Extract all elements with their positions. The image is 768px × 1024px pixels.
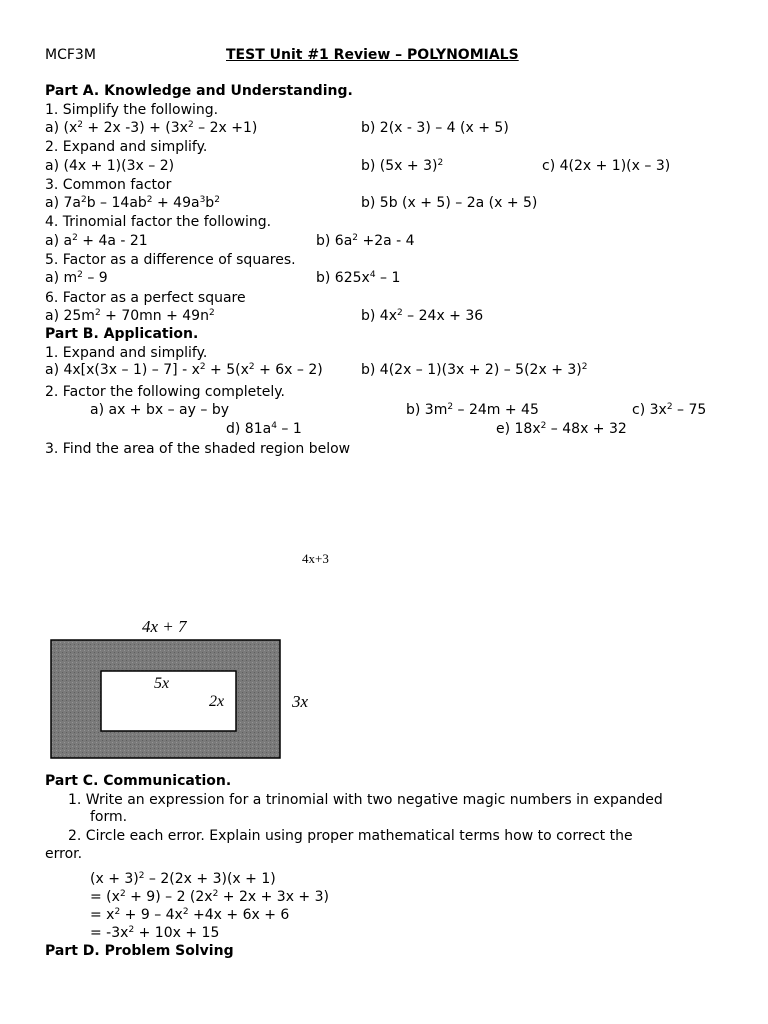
part-b-q3-prompt: 3. Find the area of the shaded region below	[45, 441, 351, 457]
part-a-q2-prompt: 2. Expand and simplify.	[45, 139, 208, 155]
work-line: = $x^2 + 9 - 4x^2 +4x + 6x + 6$	[90, 907, 290, 923]
part-b-q1-prompt: 1. Expand and simplify.	[45, 345, 208, 361]
part-a-q1-prompt: 1. Simplify the following.	[45, 102, 219, 118]
inner-width-label: 5x	[154, 675, 170, 692]
part-a-q2-a: a) (4x + 1)(3x – 2)	[45, 158, 175, 174]
stray-dimension-label: 4x+3	[302, 551, 329, 566]
outer-width-label: 4x + 7	[142, 617, 187, 636]
part-a-q3-b: b) 5b (x + 5) – 2a (x + 5)	[361, 195, 538, 211]
outer-height-label: 3x	[292, 692, 309, 711]
part-c-q1-line2: form.	[90, 809, 128, 825]
part-a-q1-b: b) 2(x - 3) – 4 (x + 5)	[361, 120, 509, 136]
part-a-q4-a: a) $a^2 + 4a - 21$	[45, 233, 148, 249]
part-c-q1-line1: 1. Write an expression for a trinomial with two negative magic numbers in expanded	[68, 792, 663, 808]
part-b-q1-a: a) $4x[x(3x - 1) - 7] - x^2 + 5(x^2 + 6x - 2)$	[45, 362, 323, 378]
part-a-q4-b: b) $6a^2 +2a - 4$	[316, 233, 415, 249]
course-code: MCF3M	[45, 47, 96, 63]
part-a-q2-b: b) $(5x + 3)^2$	[361, 158, 444, 174]
part-a-q3-prompt: 3. Common factor	[45, 177, 172, 193]
page-title: TEST Unit #1 Review – POLYNOMIALS	[226, 47, 519, 63]
part-b-q2-c: c) $3x^2 - 75$	[632, 402, 707, 418]
inner-height-label: 2x	[209, 693, 225, 710]
part-b-q2-d: d) $81a^4 - 1$	[226, 421, 302, 437]
part-a-q5-prompt: 5. Factor as a difference of squares.	[45, 252, 296, 268]
part-a-q1-a: a) ($x^2 + 2x$ $-3) + (3x^2 - 2x +1)$	[45, 120, 258, 136]
part-a-q2-c: c) 4(2x + 1)(x – 3)	[542, 158, 671, 174]
part-b-q2-prompt: 2. Factor the following completely.	[45, 384, 285, 400]
part-a-q6-a: a) $25m^2 + 70mn + 49n^2$	[45, 308, 215, 324]
part-b-q2-a: a) ax + bx – ay – by	[90, 402, 229, 418]
part-b-q2-b: b) $3m^2 - 24m + 45$	[406, 402, 539, 418]
part-a-q6-b: b) $4x^2 - 24x + 36$	[361, 308, 484, 324]
part-a-q6-prompt: 6. Factor as a perfect square	[45, 290, 246, 306]
part-a-q5-b: b) $625x^4 - 1$	[316, 270, 401, 286]
part-d-heading: Part D. Problem Solving	[45, 943, 234, 959]
part-a-q4-prompt: 4. Trinomial factor the following.	[45, 214, 272, 230]
part-c-q2-line1: 2. Circle each error. Explain using proper mathematical terms how to correct the	[68, 828, 633, 844]
part-a-q5-a: a) $m^2 - 9$	[45, 270, 108, 286]
part-b-q2-e: e) $18x^2 - 48x + 32$	[496, 421, 627, 437]
part-b-heading: Part B. Application.	[45, 326, 199, 342]
part-c-q2-line2: error.	[45, 846, 83, 862]
shaded-region-figure	[50, 612, 330, 762]
part-b-q1-b: b) $4(2x - 1)(3x + 2) - 5(2x + 3)^2$	[361, 362, 588, 378]
part-a-heading: Part A. Knowledge and Understanding.	[45, 83, 353, 99]
part-c-heading: Part C. Communication.	[45, 773, 232, 789]
part-a-q3-a: a) $7a^2b - 14ab^2 + 49a^3b^2$	[45, 195, 220, 211]
work-line: $(x + 3)^2 - 2(2x + 3)(x + 1)$	[90, 871, 276, 887]
work-line: = $-3x^2 + 10x + 15$	[90, 925, 220, 941]
work-line: = $(x^2 + 9) - 2$ $(2x^2 + 2x + 3x + 3)$	[90, 889, 329, 905]
